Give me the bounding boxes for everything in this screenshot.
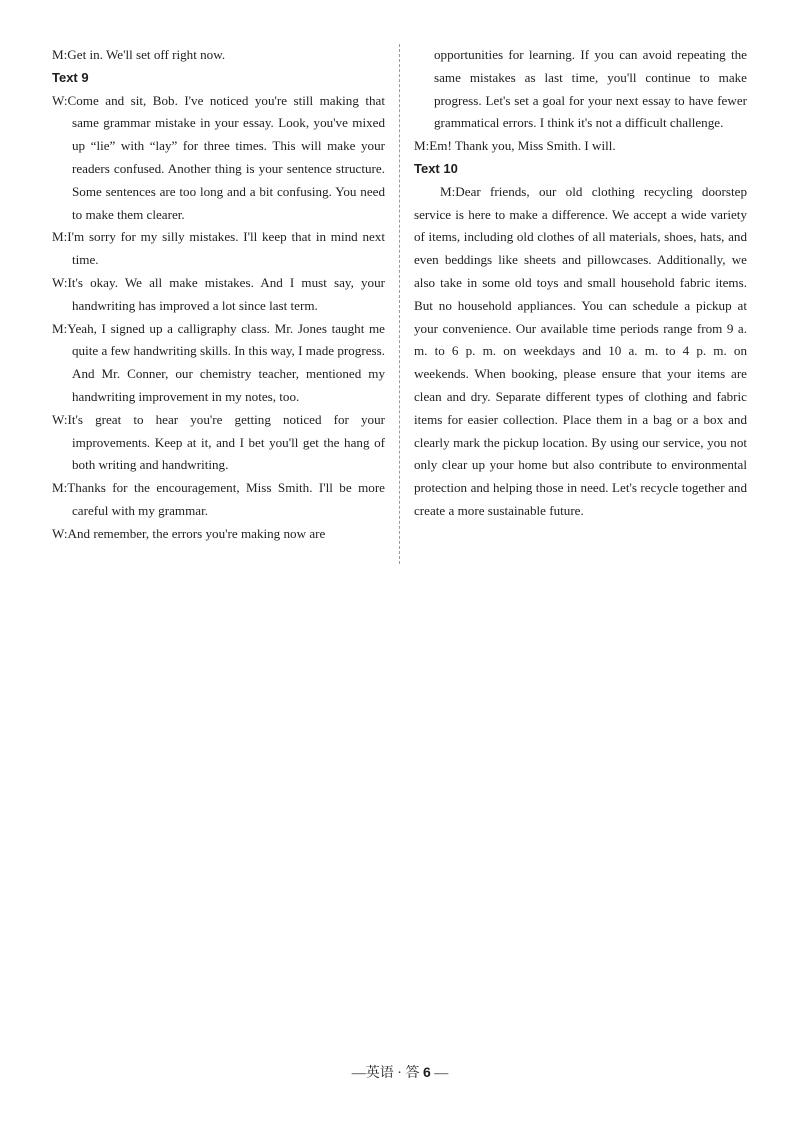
footer-subject: 英语 (365, 1066, 394, 1081)
footer-section: 答 (405, 1066, 420, 1081)
footer-dot: · (397, 1066, 402, 1081)
speaker-label: W (52, 525, 64, 541)
dialogue-line: W:It's okay. We all make mistakes. And I must say, your handwriting has improved a lot since last term. (52, 274, 385, 313)
dialogue-line: M:Em! Thank you, Miss Smith. I will. (414, 138, 616, 154)
dialogue-line: W:Come and sit, Bob. I've noticed you're still making that same grammar mistake in your essay. Look, you've mixed up “lie” with “lay” for three times. This will make your readers confused. Another thing is your sentence structure. Some sentences are too long and a bit confusing. You need to make them clearer. (52, 92, 385, 222)
right-column (414, 44, 747, 523)
dialogue-line: M:Yeah, I signed up a calligraphy class. Mr. Jones taught me quite a few handwriting skills. In this way, I made progress. And Mr. Conner, our chemistry teacher, mentioned my handwriting improvement in my notes, too. (52, 320, 385, 404)
dialogue-text: Yeah, I signed up a calligraphy class. Mr. Jones taught me quite a few handwriting skills. In this way, I made progress. And Mr. Conner, our chemistry teacher, mentioned my handwriting improvement in my notes, too. (67, 320, 385, 404)
dialogue-continuation: opportunities for learning. If you can avoid repeating the same mistakes as last time, you'll continue to make progress. Let's set a goal for your next essay to have fewer grammatical errors. I think it's not a difficult challenge. (434, 47, 747, 131)
dialogue-line: W:And remember, the errors you're making now are (52, 525, 326, 541)
speaker-label: M (52, 47, 64, 62)
column-divider (399, 44, 400, 564)
monologue-paragraph: M:Dear friends, our old clothing recycling doorstep service is here to make a difference. We accept a wide variety of items, including old clothes of all materials, shoes, hats, and even beddings like sheets and pillowcases. Additionally, we also take in some old toys and small household fabric items. But no household appliances. You can schedule a pickup at your convenience. Our available time periods range from 9 a. m. to 6 p. m. on weekdays and 10 a. m. to 4 p. m. on weekends. When booking, please ensure that your items are clean and dry. Separate different types of clothing and fabric items for easier collection. Place them in a bag or a box and clearly mark the pickup location. By using our service, you not only clear up your home but also contribute to environmental protection and helping those in need. Let's recycle together and create a more sustainable future. (414, 183, 747, 518)
monologue-text: Dear friends, our old clothing recycling doorstep service is here to make a difference. We accept a wide variety of items, including old clothes of all materials, shoes, hats, and even beddings like sheets and pillowcases. Additionally, we also take in some old toys and small household fabric items. But no household appliances. You can schedule a pickup at your convenience. Our available time periods range from 9 a. m. to 6 p. m. on weekdays and 10 a. m. to 4 p. m. on weekends. When booking, please ensure that your items are clean and dry. Separate different types of clothing and fabric items for easier collection. Place them in a bag or a box and clearly mark the pickup location. By using our service, you not only clear up your home but also contribute to environmental protection and helping those in need. Let's recycle together and create a more sustainable future. (414, 183, 747, 518)
dialogue-text: It's okay. We all make mistakes. And I must say, your handwriting has improved a lot since last term. (67, 274, 385, 313)
speaker-label: M (440, 183, 452, 199)
dialogue-line: M:Thanks for the encouragement, Miss Smith. I'll be more careful with my grammar. (52, 480, 385, 518)
page-number: 6 (422, 1064, 431, 1080)
dialogue-text: Come and sit, Bob. I've noticed you're still making that same grammar mistake in your essay. Look, you've mixed up “lie” with “lay” for three times. This will make your readers confused. Another thing is your sentence structure. Some sentences are too long and a bit confusing. You need to make them clearer. (67, 92, 385, 222)
speaker-label: M (414, 138, 426, 154)
speaker-label: M (52, 229, 64, 245)
dialogue-text: It's great to hear you're getting noticed for your improvements. Keep at it, and I bet you'll get the hang of both writing and handwriting. (67, 411, 385, 473)
dialogue-line: M:Get in. We'll set off right now. (52, 47, 226, 62)
dialogue-text: I'm sorry for my silly mistakes. I'll keep that in mind next time. (67, 229, 385, 268)
page-footer (0, 1062, 800, 1082)
speaker-label: W (52, 411, 64, 427)
section-heading-text-9: Text 9 (52, 69, 89, 85)
dialogue-text: Get in. We'll set off right now. (67, 47, 226, 62)
footer-dash-right: — (434, 1066, 449, 1081)
speaker-label: M (52, 480, 64, 496)
dialogue-text: Thanks for the encouragement, Miss Smith. I'll be more careful with my grammar. (67, 480, 385, 518)
left-column (52, 44, 385, 546)
speaker-label: W (52, 274, 64, 290)
dialogue-text: Em! Thank you, Miss Smith. I will. (429, 138, 616, 154)
footer-dash-left: — (351, 1066, 366, 1081)
dialogue-line: M:I'm sorry for my silly mistakes. I'll keep that in mind next time. (52, 229, 385, 268)
section-heading-text-10: Text 10 (414, 160, 458, 176)
speaker-label: W (52, 92, 64, 108)
speaker-label: M (52, 320, 64, 336)
dialogue-line: W:It's great to hear you're getting noticed for your improvements. Keep at it, and I bet you'll get the hang of both writing and handwriting. (52, 411, 385, 473)
dialogue-text: And remember, the errors you're making now are (67, 525, 326, 541)
